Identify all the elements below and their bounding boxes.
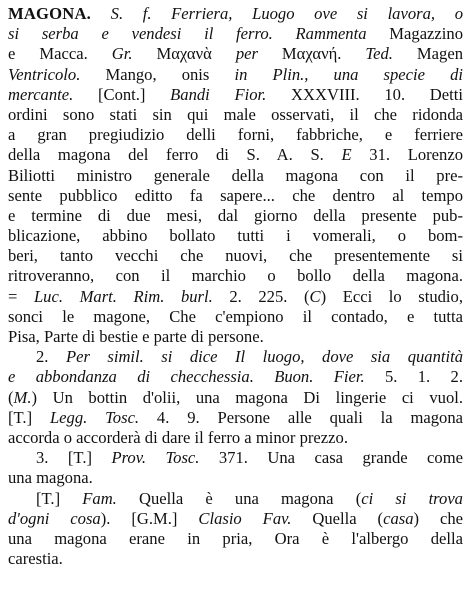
text-line <box>8 4 463 24</box>
text-segment: Mango, onis <box>80 64 235 84</box>
text-segment: sonci le magone, Che c'empiono il contado, e tutta <box>8 306 463 326</box>
italic-text: Luc. Mart. Rim. burl. <box>33 286 213 306</box>
text-line <box>8 125 463 145</box>
text-segment: beri, tanto vecchi che nuovi, che presentemente si <box>8 246 463 266</box>
italic-text: casa <box>383 508 414 528</box>
text-line <box>8 226 463 246</box>
text-line <box>8 65 463 85</box>
italic-text: Gr. <box>111 44 133 64</box>
text-segment: Biliotti ministro generale della magona con il pre- <box>8 165 463 185</box>
text-segment: e termine di due mesi, dal giorno della presente pub- <box>8 205 463 225</box>
text-line <box>8 44 463 64</box>
text-line <box>8 266 463 286</box>
text-line <box>8 24 463 44</box>
italic-text: si serba e vendesi il ferro. Rammenta <box>8 24 367 44</box>
text-segment: 3. [T.] <box>36 448 112 468</box>
italic-text: Per simil. si dice Il luogo, dove sia quantità <box>65 347 463 367</box>
text-segment: [T.] <box>36 488 83 508</box>
text-line <box>8 549 463 569</box>
text-segment: una magona erane in pria, Ora è l'albergo della <box>8 528 463 548</box>
text-segment: 2. <box>36 347 66 367</box>
italic-text: e abbondanza di checchessia. Buon. Fier. <box>8 367 365 387</box>
text-segment: Magazzino <box>366 24 463 44</box>
text-segment: 31. Lorenzo <box>351 145 463 165</box>
italic-text: Ted. <box>365 44 393 64</box>
headword: MAGONA. <box>8 4 91 23</box>
text-segment: ) Ecci lo studio, <box>320 286 463 306</box>
text-segment: a gran pregiudizio delli forni, fabbriche, e ferriere <box>8 125 463 145</box>
text-segment: 2. 225. ( <box>212 286 310 306</box>
text-line <box>8 206 463 226</box>
text-segment: una magona. <box>8 468 93 488</box>
text-segment: Pisa, Parte di bestie e parte di persone. <box>8 327 264 346</box>
text-line <box>8 468 463 488</box>
text-line <box>8 529 463 549</box>
text-line <box>8 166 463 186</box>
italic-text: mercante. <box>8 84 74 104</box>
italic-text: Fam. <box>82 488 117 508</box>
italic-text: C <box>309 286 321 306</box>
text-segment: ( <box>8 387 14 407</box>
text-segment <box>91 4 111 23</box>
text-segment: XXXVIII. 10. Detti <box>266 84 463 104</box>
text-segment: ) Un bottin d'olii, una magona Di lingerie ci vuol. <box>31 387 463 407</box>
text-line <box>8 85 463 105</box>
italic-text: Prov. Tosc. <box>111 448 200 468</box>
italic-text: in Plin., una specie di <box>234 64 463 84</box>
italic-text: Bandi Fior. <box>170 84 267 104</box>
text-line <box>8 287 463 307</box>
text-line <box>8 307 463 327</box>
text-segment: Μαχανὰ <box>132 44 236 64</box>
text-segment: carestia. <box>8 549 63 569</box>
text-segment: [T.] <box>8 407 50 427</box>
italic-text: Legg. Tosc. <box>49 407 140 427</box>
italic-text: ci si trova <box>361 488 463 508</box>
text-line <box>8 428 463 448</box>
text-line <box>8 186 463 206</box>
text-segment: Magen <box>392 44 463 64</box>
text-line <box>8 246 463 266</box>
text-line <box>8 145 463 165</box>
text-segment: della magona del ferro di S. A. S. <box>8 145 342 165</box>
text-segment: Μαχανή. <box>257 44 366 64</box>
text-segment: ordini sono stati sin qui male osservati, il che ridonda <box>8 104 463 124</box>
text-segment: e Macca. <box>8 44 112 64</box>
text-segment: ritroveranno, con il marchio o bollo della magona. <box>8 266 463 286</box>
text-segment: Quella è una magona ( <box>116 488 362 508</box>
italic-text: E <box>341 145 352 165</box>
italic-text: M. <box>13 387 32 407</box>
text-segment: accorda o accorderà di dare il ferro a minor prezzo. <box>8 427 348 447</box>
italic-text: Ventricolo. <box>8 64 81 84</box>
text-line <box>8 448 463 468</box>
text-segment: [Cont.] <box>73 84 171 104</box>
italic-text: S. f. Ferriera, Luogo ove si lavora, o <box>110 4 463 23</box>
text-segment: 4. 9. Persone alle quali la magona <box>139 407 463 427</box>
text-segment: blicazione, abbino bollato tutti i vomerali, o bom- <box>8 226 463 246</box>
italic-text: d'ogni cosa <box>8 508 101 528</box>
text-line <box>8 509 463 529</box>
text-line <box>8 105 463 125</box>
text-line <box>8 327 463 347</box>
text-segment: Quella ( <box>291 508 384 528</box>
italic-text: per <box>235 44 258 64</box>
text-line <box>8 388 463 408</box>
text-segment: ) che <box>413 508 463 528</box>
italic-text: Clasio Fav. <box>198 508 292 528</box>
text-segment: = <box>8 286 34 306</box>
text-segment: 371. Una casa grande come <box>199 448 463 468</box>
text-line <box>8 347 463 367</box>
text-segment: sente pubblico editto fa sapere... che dentro al tempo <box>8 185 463 205</box>
text-segment: 5. 1. 2. <box>364 367 463 387</box>
text-line <box>8 489 463 509</box>
text-segment: ). [G.M.] <box>100 508 199 528</box>
text-line <box>8 367 463 387</box>
text-line <box>8 408 463 428</box>
